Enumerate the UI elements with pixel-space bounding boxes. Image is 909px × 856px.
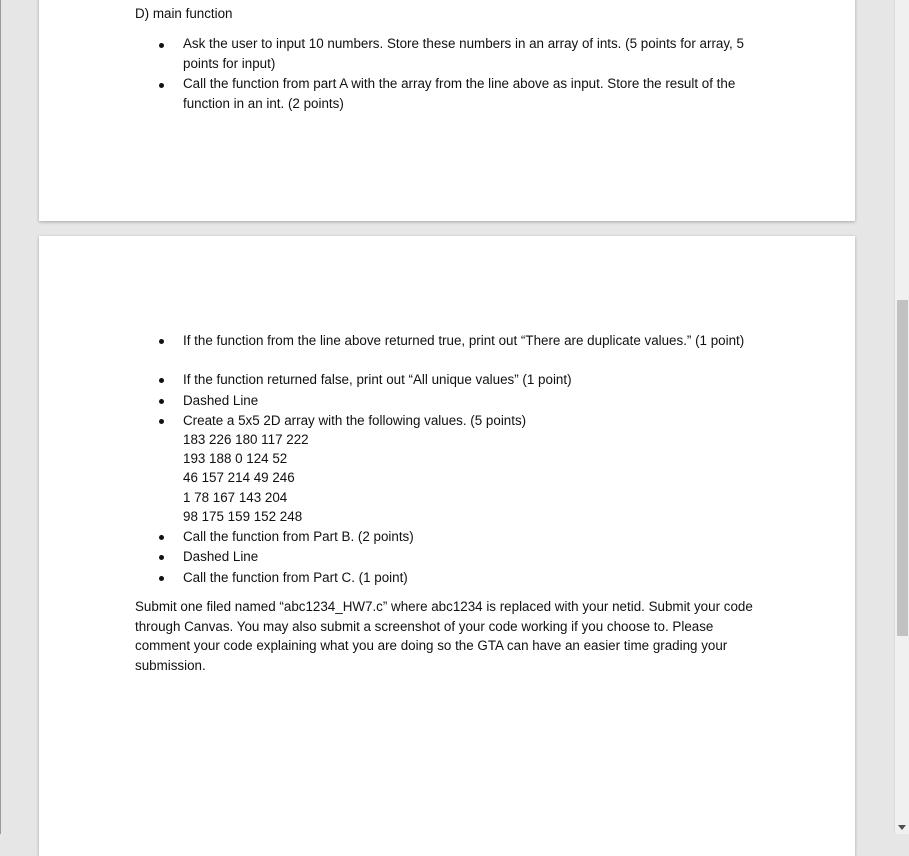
list-item: If the function from the line above returned true, print out “There are duplicate values.” (1 point) xyxy=(183,333,745,348)
scroll-down-arrow-icon[interactable] xyxy=(898,825,906,830)
list-item: Ask the user to input 10 numbers. Store these numbers in an array of ints. (5 points for array, 5 points for input) xyxy=(183,36,744,71)
bullet-icon xyxy=(159,339,164,344)
array-row: 183 226 180 117 222 xyxy=(183,432,309,447)
list-item: Dashed Line xyxy=(183,393,259,408)
bullet-icon xyxy=(159,555,164,560)
bullet-icon xyxy=(159,535,164,540)
bullet-icon xyxy=(159,43,164,48)
list-item: Create a 5x5 2D array with the following values. (5 points) xyxy=(183,413,527,428)
list-item: Call the function from Part B. (2 points) xyxy=(183,529,414,544)
window-edge xyxy=(0,0,1,834)
bullet-icon xyxy=(159,83,164,88)
bullet-icon xyxy=(159,419,164,424)
list-item: If the function returned false, print out “All unique values” (1 point) xyxy=(183,372,572,387)
document-page-1 xyxy=(39,0,855,221)
array-row: 98 175 159 152 248 xyxy=(183,509,303,524)
scrollbar-thumb[interactable] xyxy=(897,300,908,636)
list-item: Call the function from part A with the array from the line above as input. Store the result of the function in an int. (2 points) xyxy=(183,76,736,111)
array-row: 1 78 167 143 204 xyxy=(183,490,288,505)
array-row: 46 157 214 49 246 xyxy=(183,470,295,485)
section-heading: D) main function xyxy=(135,6,233,21)
list-item: Dashed Line xyxy=(183,549,259,564)
array-row: 193 188 0 124 52 xyxy=(183,451,288,466)
submission-paragraph: Submit one filed named “abc1234_HW7.c” where abc1234 is replaced with your netid. Submit your code through Canvas. You may also submit a screenshot of your code working if you choose to. Please comment your code explaining what you are doing so the GTA can have an easier time grading your submission. xyxy=(135,599,753,673)
document-page-2 xyxy=(39,236,855,856)
bullet-icon xyxy=(159,378,164,383)
vertical-scrollbar[interactable] xyxy=(894,0,909,834)
bullet-icon xyxy=(159,399,164,404)
list-item: Call the function from Part C. (1 point) xyxy=(183,570,408,585)
bullet-icon xyxy=(159,576,164,581)
